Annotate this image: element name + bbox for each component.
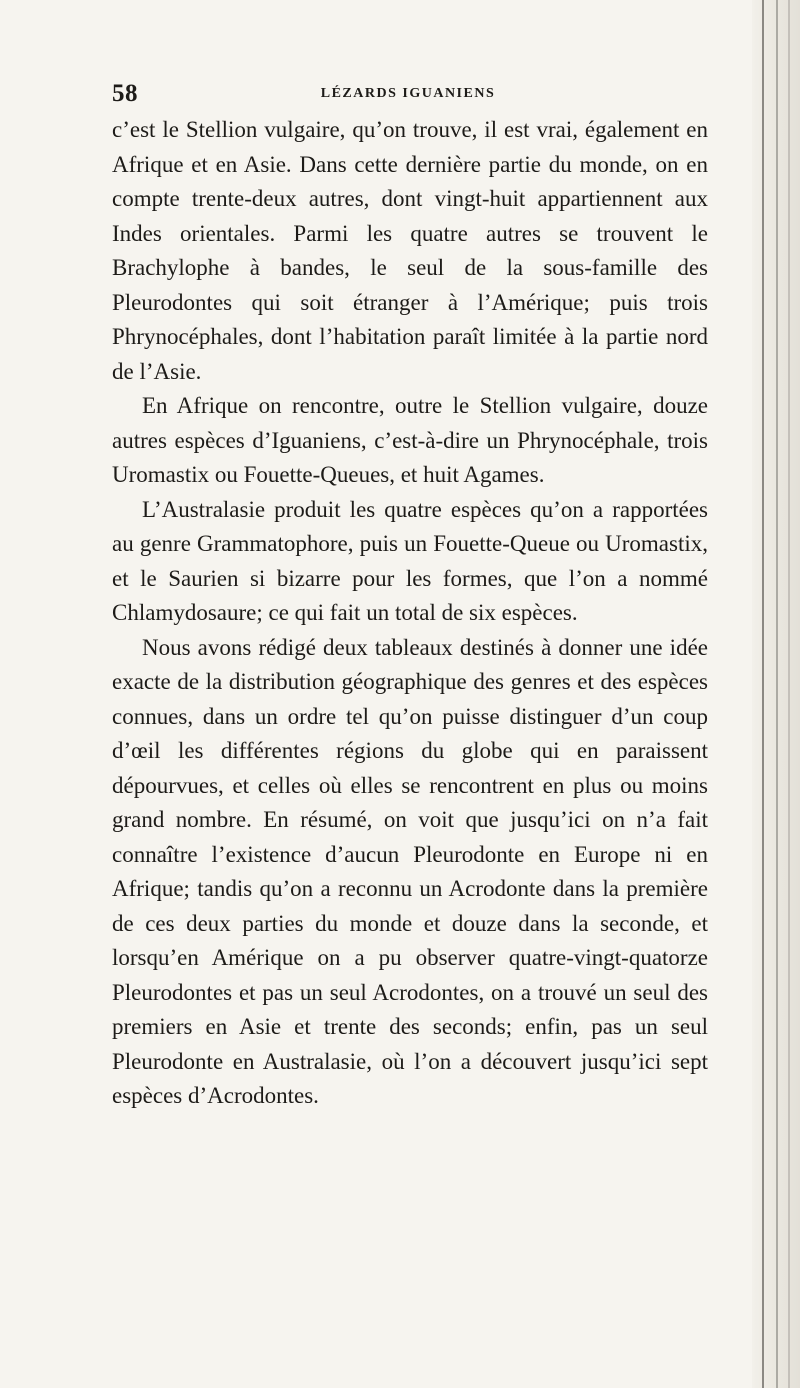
page-number: 58 <box>112 80 138 107</box>
page-edge-line <box>788 0 790 1388</box>
body-text <box>112 113 708 1114</box>
paragraph-tableaux: Nous avons rédigé deux tableaux destinés à donner une idée exacte de la distribution géographique des genres et des espèces connues, dans un ordre tel qu’on puisse distinguer d’un coup d’œil les différentes régions du globe qui en paraissent dépourvues, et celles où elles se rencontrent en plus ou moins grand nombre. En résumé, on voit que jusqu’ici on n’a fait connaître l’existence d’aucun Pleurodonte en Europe ni en Afrique; tandis qu’on a reconnu un Acrodonte dans la première de ces deux parties du monde et douze dans la seconde, et lorsqu’en Amérique on a pu observer quatre-vingt-quatorze Pleurodontes et pas un seul Acrodontes, on a trouvé un seul des premiers en Asie et trente des seconds; enfin, pas un seul Pleurodonte en Australasie, où l’on a découvert jusqu’ici sept espèces d’Acrodontes. <box>112 634 708 1108</box>
page-edge-line <box>776 0 778 1388</box>
page-edge-line <box>762 0 764 1388</box>
page-edge-shadow <box>752 0 800 1388</box>
paragraph-australasie: L’Australasie produit les quatre espèces qu’on a rapportées au genre Grammatophore, puis un Fouette-Queue ou Uromastix, et le Saurien si bizarre pour les formes, que l’on a nommé Chlamydosaure; ce qui fait un total de six espèces. <box>112 496 708 625</box>
page-header <box>112 80 704 110</box>
paragraph-afrique: En Afrique on rencontre, outre le Stellion vulgaire, douze autres espèces d’Iguaniens, c’est-à-dire un Phrynocéphale, trois Uromastix ou Fouette-Queues, et huit Agames. <box>112 393 708 487</box>
paragraph-continuation: c’est le Stellion vulgaire, qu’on trouve, il est vrai, également en Afrique et en Asie. Dans cette dernière partie du monde, on en compte trente-deux autres, dont vingt-huit appartiennent aux Indes orientales. Parmi les quatre autres se trouvent le Brachylophe à bandes, le seul de la sous-famille des Pleurodontes qui soit étranger à l’Amérique; puis trois Phrynocéphales, dont l’habitation paraît limitée à la partie nord de l’Asie. <box>112 117 708 384</box>
running-head: LÉZARDS IGUANIENS <box>320 86 496 101</box>
